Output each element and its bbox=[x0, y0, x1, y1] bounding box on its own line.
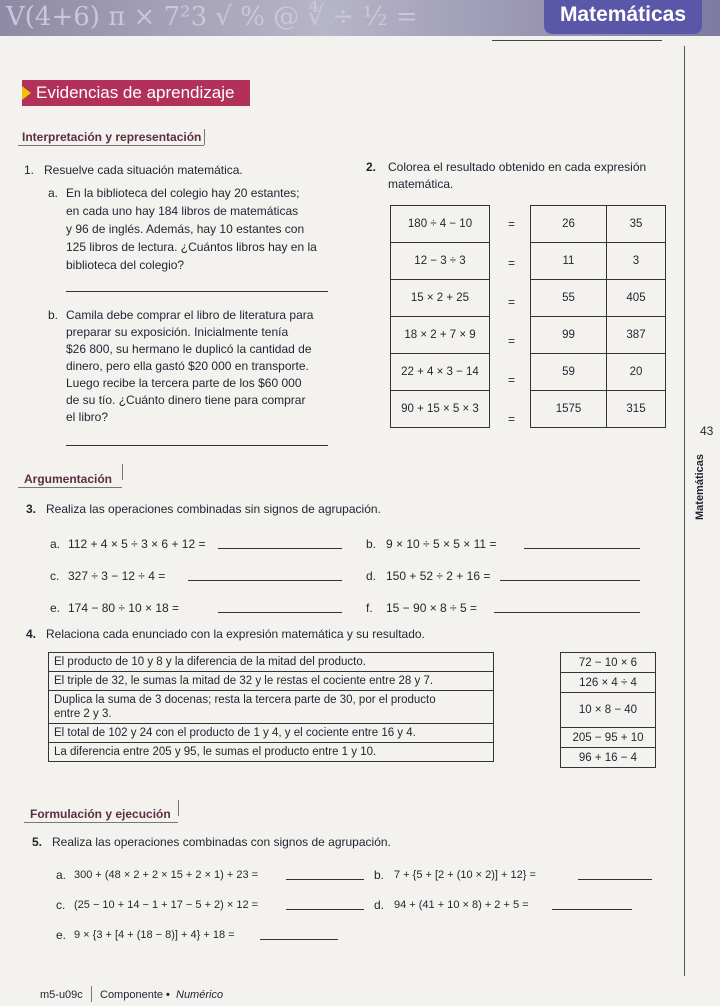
section-label-argumentacion: Argumentación bbox=[24, 472, 113, 486]
exercise-number: 4. bbox=[26, 627, 37, 641]
subject-title: Matemáticas bbox=[544, 0, 702, 34]
exercise-number: 5. bbox=[32, 835, 43, 849]
problem-text: preparar su exposición. Inicialmente tenía bbox=[66, 325, 289, 339]
footer-componente: Componente bbox=[100, 989, 163, 1001]
answer-line[interactable] bbox=[524, 548, 640, 549]
equals-sign: = bbox=[508, 295, 516, 309]
equals-sign: = bbox=[508, 334, 516, 348]
expressions-table bbox=[560, 652, 656, 768]
result-cell[interactable]: 20 bbox=[607, 354, 666, 391]
statement-cell: La diferencia entre 205 y 95, le sumas el producto entre 1 y 10. bbox=[49, 743, 494, 762]
item-letter: f. bbox=[366, 601, 373, 615]
item-letter: d. bbox=[374, 898, 385, 912]
answer-line[interactable] bbox=[494, 612, 640, 613]
statement-line: entre 2 y 3. bbox=[54, 708, 112, 720]
exercise-title: Relaciona cada enunciado con la expresión matemática y su resultado. bbox=[46, 627, 425, 641]
item-letter: e. bbox=[50, 601, 61, 615]
equals-sign: = bbox=[508, 373, 516, 387]
expression-cell: 126 × 4 ÷ 4 bbox=[561, 673, 656, 693]
equals-sign: = bbox=[508, 256, 516, 270]
expression-cell: 15 × 2 + 25 bbox=[391, 280, 490, 317]
operation-text: 9 × 10 ÷ 5 × 5 × 11 = bbox=[386, 537, 497, 551]
expression-cell: 22 + 4 × 3 − 14 bbox=[391, 354, 490, 391]
section-label-formulacion: Formulación y ejecución bbox=[30, 807, 171, 821]
answer-line[interactable] bbox=[260, 939, 338, 940]
statement-line: Duplica la suma de 3 docenas; resta la tercera parte de 30, por el producto bbox=[54, 694, 436, 706]
expression-cell: 180 ÷ 4 − 10 bbox=[391, 206, 490, 243]
exercise-title: Realiza las operaciones combinadas sin signos de agrupación. bbox=[46, 502, 381, 516]
operation-text: 327 ÷ 3 − 12 ÷ 4 = bbox=[68, 569, 166, 583]
expression-cell: 10 × 8 − 40 bbox=[561, 693, 656, 728]
expression-cell: 90 + 15 × 5 × 3 bbox=[391, 391, 490, 428]
answer-line[interactable] bbox=[552, 909, 632, 910]
operation-text: 174 − 80 ÷ 10 × 18 = bbox=[68, 601, 180, 615]
problem-text: Camila debe comprar el libro de literatura para bbox=[66, 308, 314, 322]
expression-cell: 205 − 95 + 10 bbox=[561, 728, 656, 748]
divider bbox=[492, 40, 662, 41]
result-cell[interactable]: 405 bbox=[607, 280, 666, 317]
answer-line[interactable] bbox=[286, 879, 364, 880]
problem-text: de su tío. ¿Cuánto dinero tiene para comprar bbox=[66, 393, 306, 407]
answer-line[interactable] bbox=[578, 879, 652, 880]
item-letter: c. bbox=[50, 569, 60, 583]
footer-bullet: • bbox=[166, 989, 170, 1001]
side-subject-label: Matemáticas bbox=[694, 453, 706, 520]
item-letter: a. bbox=[50, 537, 61, 551]
exercise-number: 3. bbox=[26, 502, 37, 516]
result-table bbox=[530, 205, 666, 428]
operation-text: 300 + (48 × 2 + 2 × 15 + 2 × 1) + 23 = bbox=[74, 869, 259, 881]
statement-cell bbox=[49, 691, 494, 724]
item-letter: e. bbox=[56, 928, 67, 942]
answer-line[interactable] bbox=[218, 548, 342, 549]
item-letter: c. bbox=[56, 898, 66, 912]
item-letter: a. bbox=[48, 186, 59, 200]
result-cell[interactable]: 59 bbox=[531, 354, 607, 391]
footer-numerico: Numérico bbox=[176, 989, 224, 1001]
divider bbox=[18, 487, 122, 488]
page-number: 43 bbox=[700, 424, 714, 438]
operation-text: 7 + {5 + [2 + (10 × 2)] + 12} = bbox=[394, 869, 536, 881]
exercise-number: 2. bbox=[366, 160, 377, 174]
divider bbox=[18, 145, 204, 146]
operation-text: 94 + (41 + 10 × 8) + 2 + 5 = bbox=[394, 899, 529, 911]
answer-line[interactable] bbox=[286, 909, 364, 910]
problem-text: Luego recibe la tercera parte de los $60 000 bbox=[66, 376, 302, 390]
operation-text: (25 − 10 + 14 − 1 + 17 − 5 + 2) × 12 = bbox=[74, 899, 259, 911]
expression-cell: 96 + 16 − 4 bbox=[561, 748, 656, 768]
operation-text: 9 × {3 + [4 + (18 − 8)] + 4} + 18 = bbox=[74, 929, 235, 941]
expression-cell: 12 − 3 ÷ 3 bbox=[391, 243, 490, 280]
exercise-title: Colorea el resultado obtenido en cada expresión bbox=[388, 160, 647, 174]
item-letter: b. bbox=[48, 308, 59, 322]
result-cell[interactable]: 26 bbox=[531, 206, 607, 243]
result-cell[interactable]: 55 bbox=[531, 280, 607, 317]
divider bbox=[24, 822, 178, 823]
divider bbox=[122, 464, 123, 480]
answer-line[interactable] bbox=[66, 445, 328, 446]
exercise-title: Resuelve cada situación matemática. bbox=[44, 163, 243, 177]
divider bbox=[91, 986, 92, 1002]
exercise-title: Realiza las operaciones combinadas con signos de agrupación. bbox=[52, 835, 391, 849]
problem-text: 125 libros de lectura. ¿Cuántos libros hay en la bbox=[66, 240, 317, 254]
operation-text: 150 + 52 ÷ 2 + 16 = bbox=[386, 569, 491, 583]
expression-cell: 18 × 2 + 7 × 9 bbox=[391, 317, 490, 354]
result-cell[interactable]: 315 bbox=[607, 391, 666, 428]
item-letter: a. bbox=[56, 868, 67, 882]
banner-arrow-icon bbox=[22, 86, 31, 100]
page-border bbox=[684, 46, 685, 976]
problem-text: biblioteca del colegio? bbox=[66, 258, 185, 272]
exercise-title: matemática. bbox=[388, 177, 454, 191]
operation-text: 112 + 4 × 5 ÷ 3 × 6 + 12 = bbox=[68, 537, 206, 551]
expression-table bbox=[390, 205, 490, 428]
problem-text: En la biblioteca del colegio hay 20 estantes; bbox=[66, 186, 300, 200]
problem-text: y 96 de inglés. Además, hay 10 estantes con bbox=[66, 222, 305, 236]
section-banner: Evidencias de aprendizaje bbox=[22, 80, 250, 106]
answer-line[interactable] bbox=[66, 291, 328, 292]
result-cell[interactable]: 3 bbox=[607, 243, 666, 280]
result-cell[interactable]: 99 bbox=[531, 317, 607, 354]
problem-text: en cada uno hay 184 libros de matemáticas bbox=[66, 204, 299, 218]
equals-sign: = bbox=[508, 412, 516, 426]
header-decoration: V(4+6) π × 7²3 √ % @ ∜ ÷ ½ = bbox=[6, 2, 418, 32]
footer-code: m5-u09c bbox=[40, 989, 83, 1001]
section-label-interpretacion: Interpretación y representación bbox=[22, 130, 202, 144]
divider bbox=[204, 129, 205, 145]
problem-text: dinero, pero ella gastó $20 000 en transporte. bbox=[66, 359, 309, 373]
statement-cell: El producto de 10 y 8 y la diferencia de la mitad del producto. bbox=[49, 653, 494, 672]
equals-sign: = bbox=[508, 217, 516, 231]
statement-cell: El total de 102 y 24 con el producto de 1 y 4, y el cociente entre 16 y 4. bbox=[49, 724, 494, 743]
answer-line[interactable] bbox=[188, 580, 342, 581]
expression-cell: 72 − 10 × 6 bbox=[561, 653, 656, 673]
exercise-number: 1. bbox=[24, 163, 35, 177]
problem-text: el libro? bbox=[66, 410, 109, 424]
answer-line[interactable] bbox=[218, 612, 342, 613]
item-letter: b. bbox=[374, 868, 385, 882]
answer-line[interactable] bbox=[500, 580, 640, 581]
result-cell[interactable]: 11 bbox=[531, 243, 607, 280]
statements-table bbox=[48, 652, 494, 762]
result-cell[interactable]: 35 bbox=[607, 206, 666, 243]
problem-text: $26 800, su hermano le duplicó la cantidad de bbox=[66, 342, 312, 356]
item-letter: b. bbox=[366, 537, 377, 551]
operation-text: 15 − 90 × 8 ÷ 5 = bbox=[386, 601, 477, 615]
result-cell[interactable]: 387 bbox=[607, 317, 666, 354]
statement-cell: El triple de 32, le sumas la mitad de 32 y le restas el cociente entre 28 y 7. bbox=[49, 672, 494, 691]
item-letter: d. bbox=[366, 569, 377, 583]
divider bbox=[178, 800, 179, 816]
result-cell[interactable]: 1575 bbox=[531, 391, 607, 428]
